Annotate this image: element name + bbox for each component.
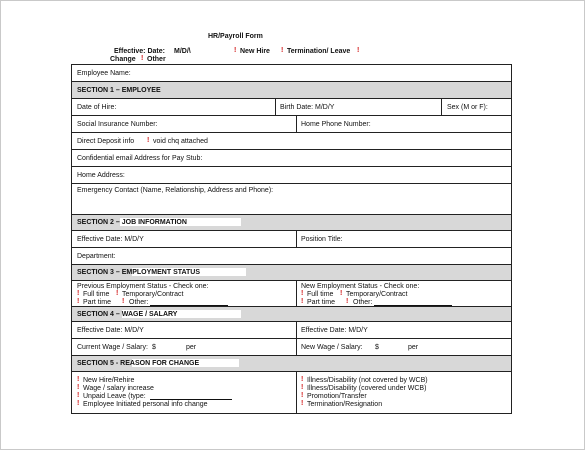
reason-promotion-label: Promotion/Transfer [307,393,367,400]
wage-effective-row [72,322,511,339]
new-hire-option: New Hire [240,48,270,55]
section4-header [72,307,511,322]
termination-checkbox[interactable]: ! [281,47,284,54]
section5-title: SECTION 5 - REASON FOR CHANGE [77,360,200,367]
change-label: Change [110,56,136,63]
effective-date-value[interactable]: M/D/\ [174,48,191,55]
form-title: HR/Payroll Form [208,33,263,40]
other-checkbox[interactable]: ! [141,55,144,62]
wage-effective-date-label[interactable]: Effective Date: M/D/Y [77,327,144,334]
prev-full-time-label: Full time [83,291,110,298]
reason-illness-wcb-label: Illness/Disability (covered under WCB) [307,385,427,392]
new-hire-checkbox[interactable]: ! [234,47,237,54]
ssn-phone-row [72,116,511,133]
job-effective-row [72,231,511,248]
wage-row [72,339,511,356]
date-of-hire-label[interactable]: Date of Hire: [77,104,117,111]
section2-header [72,215,511,231]
current-wage-dollar[interactable]: $ [152,344,156,351]
home-phone-cell[interactable] [296,116,511,132]
reason-new-hire-checkbox[interactable]: ! [77,376,80,383]
home-phone-label: Home Phone Number: [301,121,371,128]
new-temporary-label: Temporary/Contract [346,291,408,298]
reason-row [72,372,511,413]
new-full-time-checkbox[interactable]: ! [301,290,304,297]
prev-part-time-checkbox[interactable]: ! [77,298,80,305]
current-wage-per[interactable]: per [186,344,197,351]
reason-unpaid-leave-checkbox[interactable]: ! [77,392,80,399]
employment-status-row [72,281,511,307]
effective-date-label: Effective: Date: [114,48,165,55]
new-full-time-label: Full time [307,291,334,298]
prev-other-checkbox[interactable]: ! [122,298,125,305]
new-wage-cell [296,339,511,355]
hire-birth-sex-row [72,99,511,116]
section3-title: SECTION 3 – EMPLOYMENT STATUS [77,269,201,276]
emergency-contact-label: Emergency Contact (Name, Relationship, Address and Phone): [77,187,274,194]
birth-date-label: Birth Date: M/D/Y [280,104,335,111]
other-option: Other [147,56,166,63]
void-cheque-checkbox[interactable]: ! [147,137,150,144]
prev-temporary-checkbox[interactable]: ! [116,290,119,297]
new-status-label: New Employment Status - Check one: [301,283,420,290]
ssn-label[interactable]: Social Insurance Number: [77,121,158,128]
new-other-checkbox[interactable]: ! [346,298,349,305]
department-label: Department: [77,253,116,260]
section4-title: SECTION 4 – WAGE / SALARY [77,311,178,318]
reason-promotion-checkbox[interactable]: ! [301,392,304,399]
prev-full-time-checkbox[interactable]: ! [77,290,80,297]
email-label: Confidential email Address for Pay Stub: [77,155,203,162]
reason-illness-no-wcb-label: Illness/Disability (not covered by WCB) [307,377,428,384]
previous-status-label: Previous Employment Status - Check one: [77,283,209,290]
reason-termination-checkbox[interactable]: ! [301,400,304,407]
new-wage-dollar[interactable]: $ [375,344,379,351]
email-row[interactable] [72,150,511,167]
reason-wage-increase-checkbox[interactable]: ! [77,384,80,391]
new-other-label: Other: [353,299,373,306]
direct-deposit-label: Direct Deposit info [77,138,135,145]
reason-unpaid-leave-label: Unpaid Leave (type: [83,393,146,400]
void-cheque-label: void chq attached [153,138,208,145]
section3-header [72,265,511,281]
reason-new-hire-label: New Hire/Rehire [83,377,135,384]
new-other-underline[interactable] [374,299,452,306]
reason-termination-label: Termination/Resignation [307,401,383,408]
new-part-time-checkbox[interactable]: ! [301,298,304,305]
prev-temporary-label: Temporary/Contract [122,291,184,298]
birth-date-cell[interactable] [275,99,441,115]
reason-illness-no-wcb-checkbox[interactable]: ! [301,376,304,383]
form-table [71,64,512,414]
new-status-cell [296,281,511,306]
change-checkbox[interactable]: ! [357,47,360,54]
previous-status-cell [72,281,296,306]
new-wage-label: New Wage / Salary: [301,344,363,351]
reason-right-cell [296,372,511,413]
new-temporary-checkbox[interactable]: ! [340,290,343,297]
new-wage-per[interactable]: per [408,344,419,351]
section1-header [72,82,511,99]
home-address-row[interactable] [72,167,511,184]
termination-option: Termination/ Leave [287,48,351,55]
direct-deposit-row [72,133,511,150]
section1-title: SECTION 1 – EMPLOYEE [77,87,161,94]
employee-name-row[interactable] [72,65,511,82]
department-row[interactable] [72,248,511,265]
reason-left-cell [72,372,296,413]
sex-label: Sex (M or F): [447,104,488,111]
emergency-contact-row[interactable] [72,184,511,215]
reason-personal-info-label: Employee Initiated personal info change [83,401,208,408]
wage-effective-right-cell[interactable] [296,322,511,338]
reason-unpaid-leave-underline[interactable] [150,393,232,400]
sex-cell[interactable] [441,99,511,115]
wage-new-effective-date-label: Effective Date: M/D/Y [301,327,368,334]
home-address-label: Home Address: [77,172,125,179]
new-part-time-label: Part time [307,299,336,306]
reason-illness-wcb-checkbox[interactable]: ! [301,384,304,391]
reason-wage-increase-label: Wage / salary increase [83,385,154,392]
position-title-label: Position Title: [301,236,343,243]
section2-title: SECTION 2 – JOB INFORMATION [77,219,187,226]
reason-personal-info-checkbox[interactable]: ! [77,400,80,407]
employee-name-label: Employee Name: [77,70,131,77]
prev-other-label: Other: [129,299,149,306]
prev-other-underline[interactable] [150,299,228,306]
section5-header [72,356,511,372]
current-wage-label: Current Wage / Salary: [77,344,148,351]
position-title-cell[interactable] [296,231,511,247]
job-effective-date-label[interactable]: Effective Date: M/D/Y [77,236,144,243]
prev-part-time-label: Part time [83,299,112,306]
